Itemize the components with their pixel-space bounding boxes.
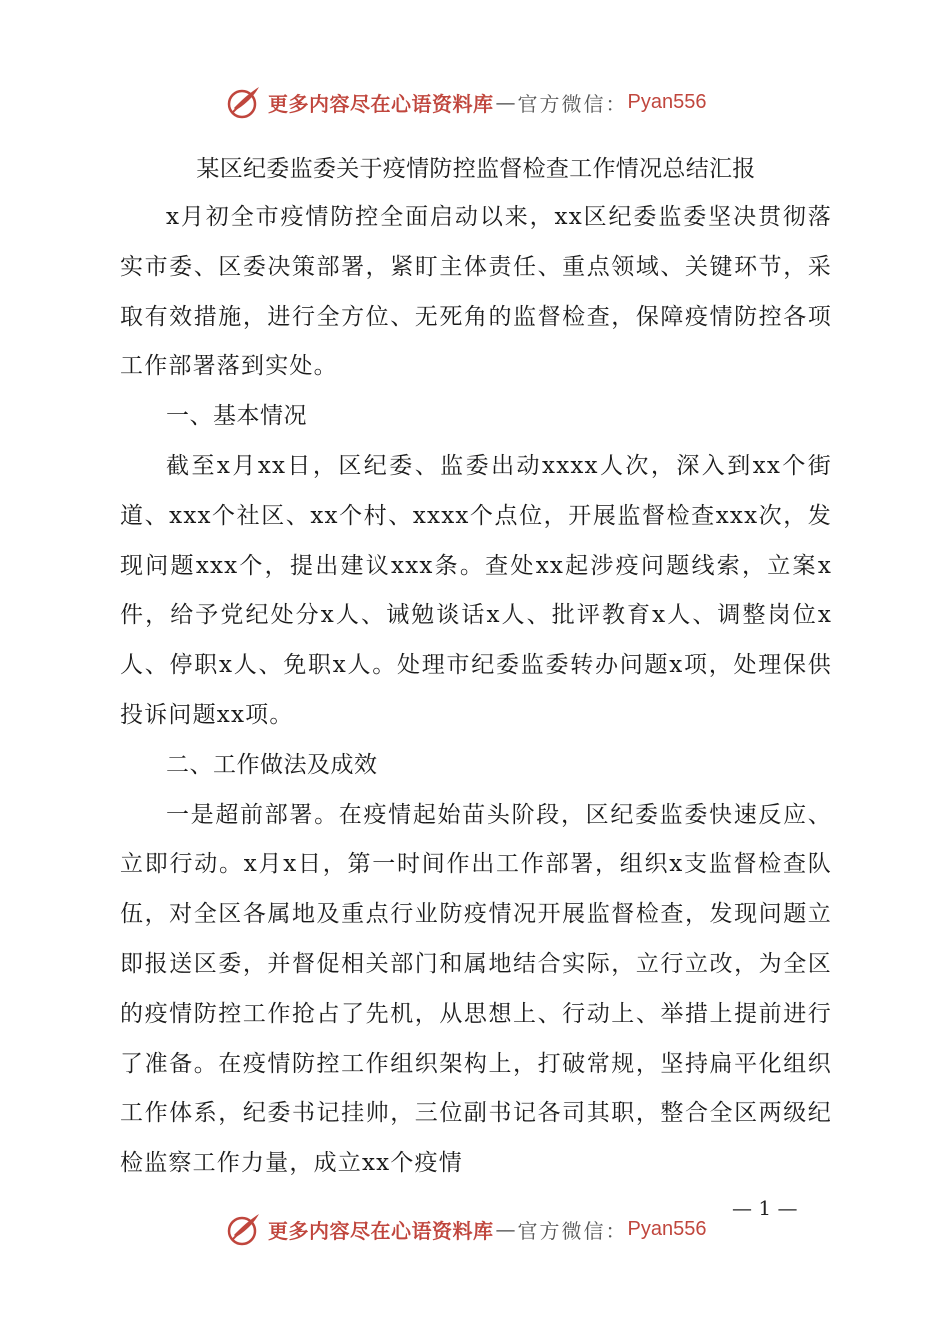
watermark-brand: 更多内容尽在心语资料库 — [268, 91, 494, 116]
basic-situation-paragraph: 截至x月xx日，区纪委、监委出动xxxx人次，深入到xx个街道、xxx个社区、xx个村、xxxx个点位，开展监督检查xxx次，发现问题xxx个，提出建议xxx条。查处xx起涉疫问题线索，立案x件，给予党纪处分x人、诫勉谈话x人、批评教育x人、调整岗位x人、停职x人、免职x人。处理市纪委监委转办问题x项，处理保供投诉问题xx项。 — [120, 452, 832, 728]
intro-paragraph: x月初全市疫情防控全面启动以来，xx区纪委监委坚决贯彻落实市委、区委决策部署，紧盯主体责任、重点领域、关键环节，采取有效措施，进行全方位、无死角的监督检查，保障疫情防控各项工作部署落到实处。 — [120, 204, 832, 380]
quill-logo-icon — [226, 1211, 262, 1247]
watermark-footer — [226, 1209, 706, 1249]
document-title: 某区纪委监委关于疫情防控监督检查工作情况总结汇报 — [196, 156, 756, 182]
watermark-brand: 更多内容尽在心语资料库 — [268, 1218, 494, 1243]
watermark-label: 官方微信： — [517, 91, 628, 116]
methods-paragraph: 一是超前部署。在疫情起始苗头阶段，区纪委监委快速反应、立即行动。x月x日，第一时间作出工作部署，组织x支监督检查队伍，对全区各属地及重点行业防疫情况开展监督检查，发现问题立即报送区委，并督促相关部门和属地结合实际，立行立改，为全区的疫情防控工作抢占了先机，从思想上、行动上、举措上提前进行了准备。在疫情防控工作组织架构上，打破常规，坚持扁平化组织工作体系，纪委书记挂帅，三位副书记各司其职，整合全区两级纪检监察工作力量，成立xx个疫情 — [120, 801, 832, 1177]
section-heading-methods: 二、工作做法及成效 — [166, 751, 378, 778]
page-number: — 1 — — [732, 1196, 798, 1220]
watermark-dash: — — [495, 1217, 516, 1241]
watermark-dash: — — [495, 90, 516, 114]
document-body — [120, 145, 832, 1189]
watermark-header — [226, 82, 706, 122]
quill-logo-icon — [226, 84, 262, 120]
watermark-wechat-id: Pyan556 — [627, 90, 707, 113]
watermark-wechat-id: Pyan556 — [627, 1217, 707, 1240]
watermark-label: 官方微信： — [517, 1218, 628, 1243]
section-heading-basic: 一、基本情况 — [166, 403, 307, 430]
